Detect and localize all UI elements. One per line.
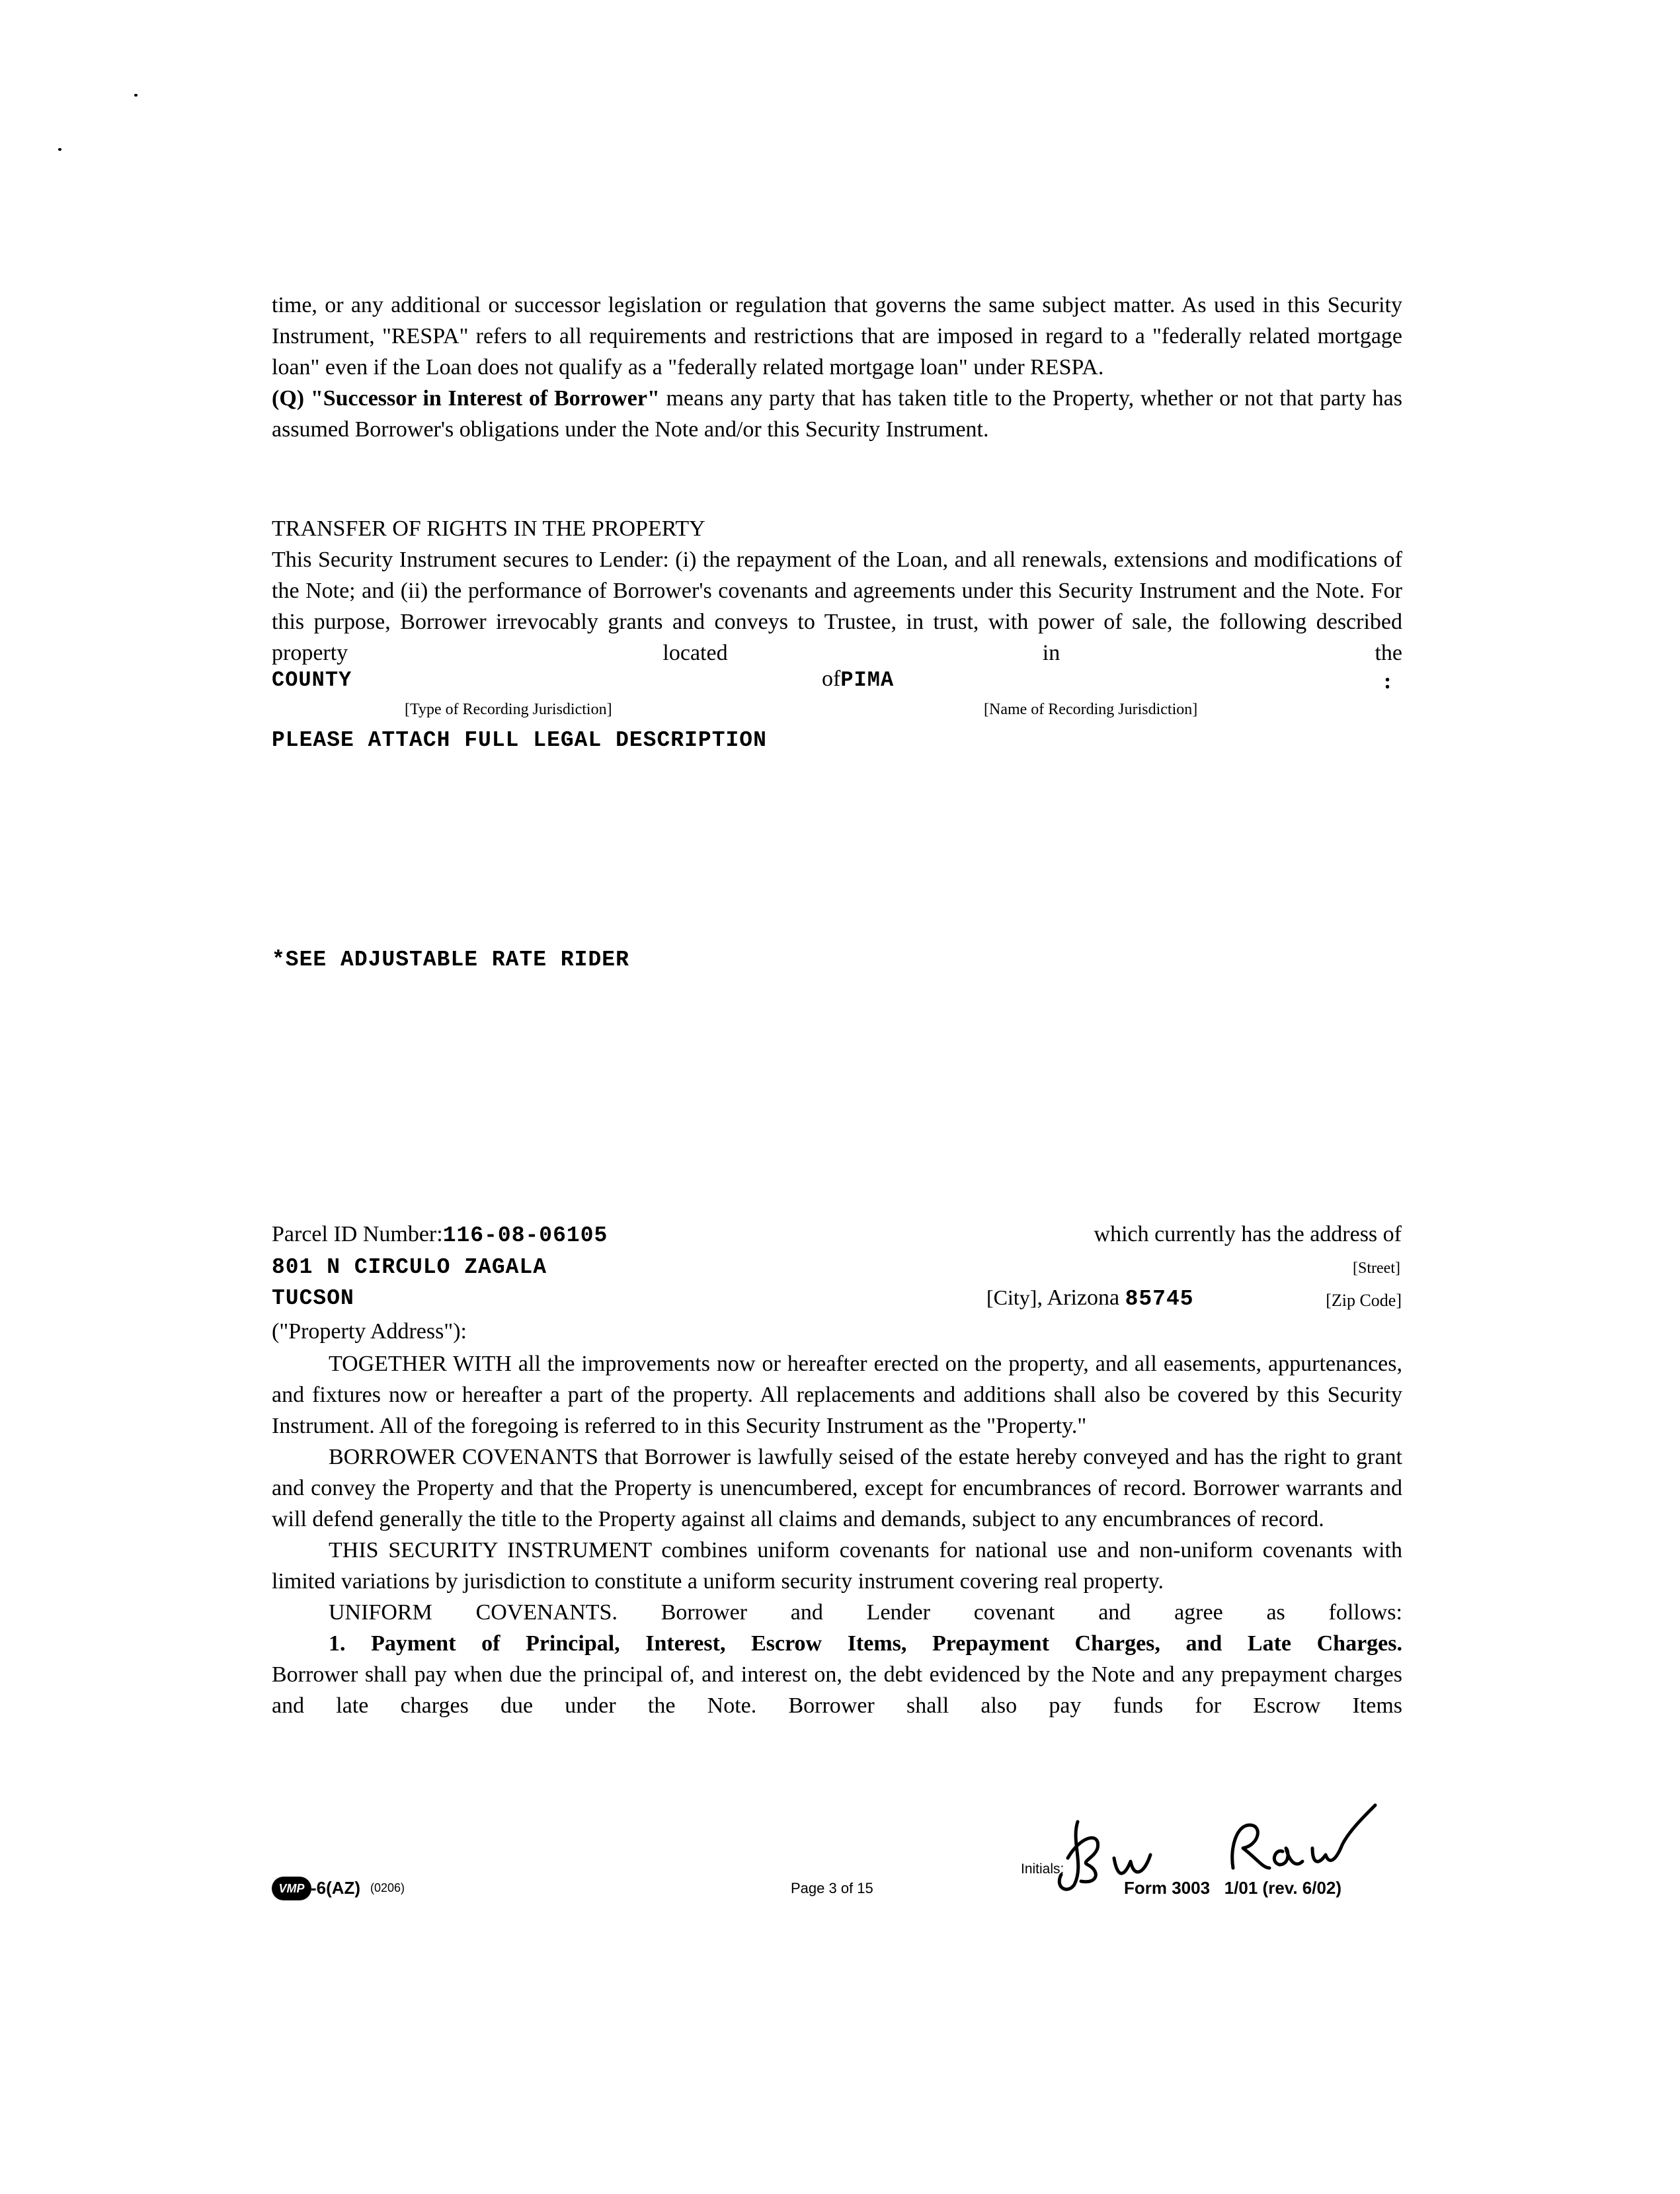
adjustable-rate-rider-note: *SEE ADJUSTABLE RATE RIDER (272, 948, 629, 972)
definition-q (272, 383, 1402, 445)
section-1-text: Borrower shall pay when due the principal of, and interest on, the debt evidenced by the Note and any prepayment charges and late charges due under the Note. Borrower shall also pay funds for Escrow Items (272, 1662, 1402, 1718)
street-address: 801 N CIRCULO ZAGALA (272, 1255, 547, 1280)
scan-speck (58, 148, 61, 151)
address-intro: which currently has the address of (1094, 1222, 1402, 1246)
definition-q-text: means any party that has taken title to the Property, whether or not that party has assumed Borrower's obligations under the Note and/or this Security Instrument. (272, 386, 1402, 442)
street-caption: [Street] (1353, 1260, 1400, 1277)
scan-speck (134, 94, 138, 97)
together-with-paragraph: TOGETHER WITH all the improvements now or hereafter erected on the property, and all easements, appurtenances, and fixtures now or hereafter a part of the property. All replacements and additions shall also be covered by this Security Instrument. All of the foregoing is referred to in this Security Instrument as the "Property." (272, 1352, 1402, 1438)
city-caption: [City] (986, 1285, 1037, 1309)
state: , Arizona (1037, 1285, 1120, 1310)
section-1-heading: 1. Payment of Principal, Interest, Escrow Items, Prepayment Charges, and Late Charges. (329, 1631, 1402, 1656)
parcel-label: Parcel ID Number: (272, 1222, 443, 1246)
jurisdiction-name: PIMA (840, 668, 895, 692)
city: TUCSON (272, 1286, 354, 1311)
form-revision: (0206) (370, 1881, 405, 1894)
page-number: Page 3 of 15 (791, 1880, 873, 1896)
covenants-section (272, 1348, 1402, 1721)
transfer-text: This Security Instrument secures to Lender: (i) the repayment of the Loan, and all renewals, extensions and modifications of the Note; and (ii) the performance of Borrower's covenants and agreements under this Security Instrument and the Note. For this purpose, Borrower irrevocably grants and conveys to Trustee, in trust, with power of sale, the following described property located in the (272, 548, 1402, 665)
jurisdiction-of-label: of (822, 667, 841, 691)
definition-q-label: (Q) (272, 386, 305, 411)
jurisdiction-type: COUNTY (272, 668, 352, 692)
legal-description-note: PLEASE ATTACH FULL LEGAL DESCRIPTION (272, 728, 767, 752)
initials-label: Initials: (1021, 1861, 1064, 1877)
form-number: Form 3003 1/01 (rev. 6/02) (1124, 1878, 1342, 1898)
security-instrument-paragraph: THIS SECURITY INSTRUMENT combines uniform covenants for national use and non-uniform covenants with limited variations by jurisdiction to constitute a uniform security instrument covering real property. (272, 1538, 1402, 1594)
respa-paragraph: time, or any additional or successor legislation or regulation that governs the same subject matter. As used in this Security Instrument, "RESPA" refers to all requirements and restrictions that are imposed in regard to a "federally related mortgage loan" even if the Loan does not qualify as a "federally related mortgage loan" under RESPA. (272, 293, 1402, 380)
parcel-number: 116-08-06105 (442, 1223, 608, 1248)
property-address-label: ("Property Address"): (272, 1319, 467, 1344)
jurisdiction-of (822, 667, 894, 692)
definition-q-term: "Successor in Interest of Borrower" (310, 386, 660, 411)
transfer-section (272, 513, 1402, 669)
zip-caption: [Zip Code] (1326, 1291, 1402, 1310)
initials-2-signature (1232, 1805, 1375, 1868)
form-code: -6(AZ) (311, 1878, 361, 1898)
uniform-covenants-line: UNIFORM COVENANTS. Borrower and Lender covenant and agree as follows: (329, 1600, 1402, 1625)
name-caption: [Name of Recording Jurisdiction] (984, 701, 1198, 718)
vmp-logo-text: VMP (278, 1882, 305, 1895)
top-section (272, 290, 1402, 445)
transfer-heading: TRANSFER OF RIGHTS IN THE PROPERTY (272, 516, 705, 541)
parcel-line (272, 1222, 608, 1248)
borrower-covenants-paragraph: BORROWER COVENANTS that Borrower is lawfully seised of the estate hereby conveyed and has the right to grant and convey the Property and that the Property is unencumbered, except for encumbrances of record. Borrower warrants and will defend generally the title to the Property against all claims and demands, subject to any encumbrances of record. (272, 1445, 1402, 1531)
vmp-logo (272, 1877, 311, 1900)
jurisdiction-colon: : (1384, 669, 1392, 694)
type-caption: [Type of Recording Jurisdiction] (405, 701, 612, 718)
city-state-zip (986, 1285, 1194, 1311)
zip-code: 85745 (1125, 1287, 1194, 1311)
